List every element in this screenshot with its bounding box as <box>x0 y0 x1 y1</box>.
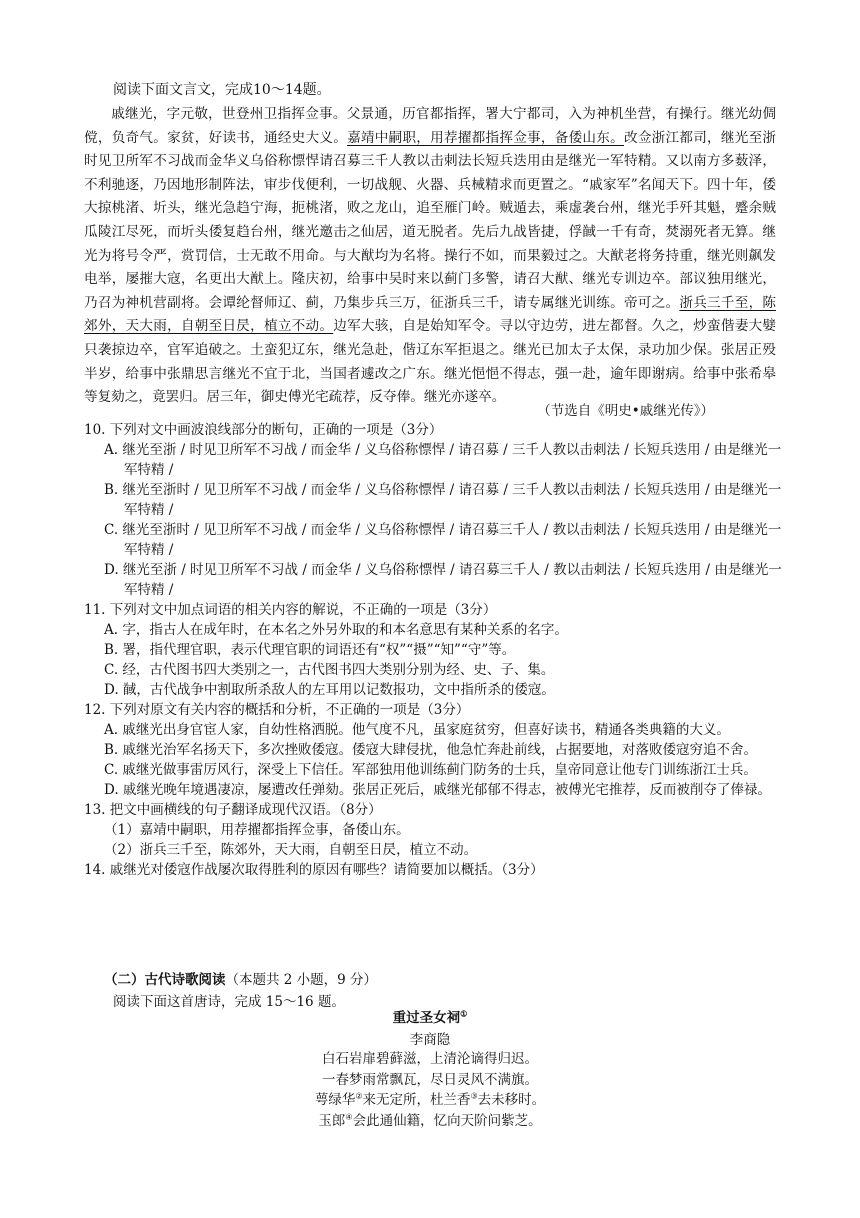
question-12-option-a: A. 戚继光出身官宦人家，自幼性格洒脱。他气度不凡，虽家庭贫穷，但喜好读书，精通各类典籍的大义。 <box>104 722 730 738</box>
question-12-option-d: D. 戚继光晚年境遇凄凉，屡遭改任弹劾。张居正死后，戚继光郁郁不得志，被傅光宅推荐，反而被削夺了俸禄。 <box>104 782 771 798</box>
poem-title: 重过圣女祠 <box>392 1010 461 1026</box>
question-10-option-c: C. 继光至浙时 / 见卫所军不习战 / 而金华 / 义乌俗称慓悍 / 请召募三千人 / 教以击刺法 / 长短兵迭用 / 由是继光一军特精 / <box>104 522 782 558</box>
underlined-sentence-2: 浙兵三千至，陈郊外，天大雨，自朝至日昃，植立不动。 <box>84 294 777 335</box>
poem-line-2: 一春梦雨常飘瓦，尽日灵风不满旗。 <box>322 1071 538 1088</box>
poem-line-3-part-2: 来无定所，杜兰香 <box>362 1092 471 1108</box>
section-heading <box>104 970 377 990</box>
question-12-option-c: C. 戚继光做事雷厉风行，深受上下信任。军部独用他训练蓟门防务的士兵，皇帝同意让他专门训练浙江士兵。 <box>104 762 757 778</box>
question-13-sentence-1: （1）嘉靖中嗣职，用荐擢都指挥佥事，备倭山东。 <box>104 822 410 838</box>
question-10-stem: 10. 下列对文中画波浪线部分的断句，正确的一项是（3分） <box>84 422 443 438</box>
underlined-sentence-1: 嘉靖中嗣职，用荐擢都指挥佥事，备倭山东。 <box>347 129 624 146</box>
poem-line-3-part-3: 去未移时。 <box>477 1092 546 1108</box>
passage-text-3: 边军大骇，自是始知军令。寻以守边劳，进左都督。久之，炒蛮偕妻大嬖只袭掠边卒，官军追破之。土蛮犯辽东，继光急赴，偕辽东军拒退之。继光已加太子太保，录功加少保。张居正殁半岁，给事中张鼎思言继光不宜于北，当国者遽改之广东。继光悒悒不得志，强一赴，逾年即谢病。给事中张希皋等复劾之，竟罢归。居三年，御史傅光宅疏荐，反夺俸。继光亦遂卒。 <box>84 318 777 406</box>
question-12-stem: 12. 下列对原文有关内容的概括和分析，不正确的一项是（3分） <box>84 702 470 718</box>
reading-instruction: 阅读下面文言文，完成10～14题。 <box>113 82 331 98</box>
footnote-marker: ④ <box>345 1112 353 1121</box>
question-11-option-b: B. 署，指代理官职，表示代理官职的词语还有“权”“摄”“知”“守”等。 <box>104 642 516 658</box>
poem-line-4-part-2: 会此通仙籍，忆向天阶问紫芝。 <box>352 1112 542 1129</box>
footnote-marker: ② <box>355 1091 363 1101</box>
passage-paragraph <box>84 103 776 410</box>
question-11-option-a: A. 字，指古人在成年时，在本名之外另外取的和本名意思有某种关系的名字。 <box>104 622 568 638</box>
question-11-stem: 11. 下列对文中加点词语的相关内容的解说，不正确的一项是（3分） <box>84 602 497 618</box>
question-13-stem: 13. 把文中画横线的句子翻译成现代汉语。（8分） <box>84 802 382 818</box>
poem-line-1: 白石岩扉碧藓滋，上清沦谪得归迟。 <box>322 1051 538 1067</box>
poem-title-line <box>0 1008 860 1029</box>
poem-line-3 <box>0 1090 860 1111</box>
question-10-option-a: A. 继光至浙 / 时见卫所军不习战 / 而金华 / 义乌俗称慓悍 / 请召募 / 三千人教以击刺法 / 长短兵迭用 / 由是继光一军特精 / <box>104 442 782 478</box>
section-note: （本题共 2 小题，9 分） <box>225 972 378 988</box>
question-12-option-b: B. 戚继光治军名扬天下，多次挫败倭寇。倭寇大肆侵扰，他急忙奔赴前线，占据要地，对落败倭寇穷追不舍。 <box>104 742 758 758</box>
section-title: （二）古代诗歌阅读 <box>104 972 226 988</box>
poem-line-4 <box>0 1111 860 1132</box>
question-11-option-c: C. 经，古代图书四大类别之一，古代图书四大类别分别为经、史、子、集。 <box>104 662 555 678</box>
question-14-stem: 14. 戚继光对倭寇作战屡次取得胜利的原因有哪些？请简要加以概括。（3分） <box>84 862 544 878</box>
poem-body <box>0 1049 860 1131</box>
poem-instruction: 阅读下面这首唐诗，完成 15～16 题。 <box>113 994 345 1010</box>
passage-text-2: 改佥浙江都司，继光至浙时见卫所军不习战而金华义乌俗称慓悍请召募三千人教以击刺法长短兵迭用由是继光一军特精。又以南方多薮泽，不利驰逐，乃因地形制阵法，审步伐便利，一切战舰、火器、兵械精求而更置之。“戚家军”名闻天下。四十年，倭大掠桃渚、圻头，继光急趋宁海，扼桃渚，败之龙山，追至雁门岭。贼遁去，乘虚袭台州，继光手歼其魁，蹙余贼瓜陵江尽死，而圻头倭复趋台州，继光邀击之仙居，道无脱者。先后九战皆捷，俘馘一千有奇，焚溺死者无算。继光为将号令严，赏罚信，士无敢不用命。与大猷均为名将。操行不如，而果毅过之。大猷老将务持重，继光则飙发电举，屡摧大寇，名更出大猷上。隆庆初，给事中吴时来以蓟门多警，请召大猷、继光专训边卒。部议独用继光，乃召为神机营副将。会谭纶督师辽、蓟，乃集步兵三万，征浙兵三千，请专属继光训练。帝可之。 <box>84 129 777 311</box>
question-11-option-d: D. 馘，古代战争中割取所杀敌人的左耳用以记数报功，文中指所杀的倭寇。 <box>104 682 555 698</box>
question-13-sentence-2: （2）浙兵三千至，陈郊外，天大雨，自朝至日昃，植立不动。 <box>104 842 478 858</box>
question-10-option-b: B. 继光至浙时 / 见卫所军不习战 / 而金华 / 义乌俗称慓悍 / 请召募 / 三千人教以击刺法 / 长短兵迭用 / 由是继光一军特精 / <box>104 482 782 518</box>
footnote-marker: ① <box>460 1008 468 1019</box>
poem-line-3-part-1: 萼绿华 <box>314 1092 356 1108</box>
question-10-option-d: D. 继光至浙 / 时见卫所军不习战 / 而金华 / 义乌俗称慓悍 / 请召募三千人 / 教以击刺法 / 长短兵迭用 / 由是继光一军特精 / <box>104 562 782 598</box>
passage-text-1: 戚继光，字元敬，世登州卫指挥佥事。父景通，历官都指挥，署大宁都司，入为神机坐营，有操行。继光幼倜傥，负奇气。家贫，好读书，通经史大义。 <box>84 106 776 146</box>
passage-source: （节选自《明史•戚继光传》） <box>537 403 714 419</box>
poem-line-4-part-1: 玉郎 <box>318 1112 346 1129</box>
poem-author: 李商隐 <box>409 1032 451 1048</box>
classical-passage <box>84 103 776 410</box>
footnote-marker: ③ <box>470 1091 478 1101</box>
questions <box>84 420 784 880</box>
